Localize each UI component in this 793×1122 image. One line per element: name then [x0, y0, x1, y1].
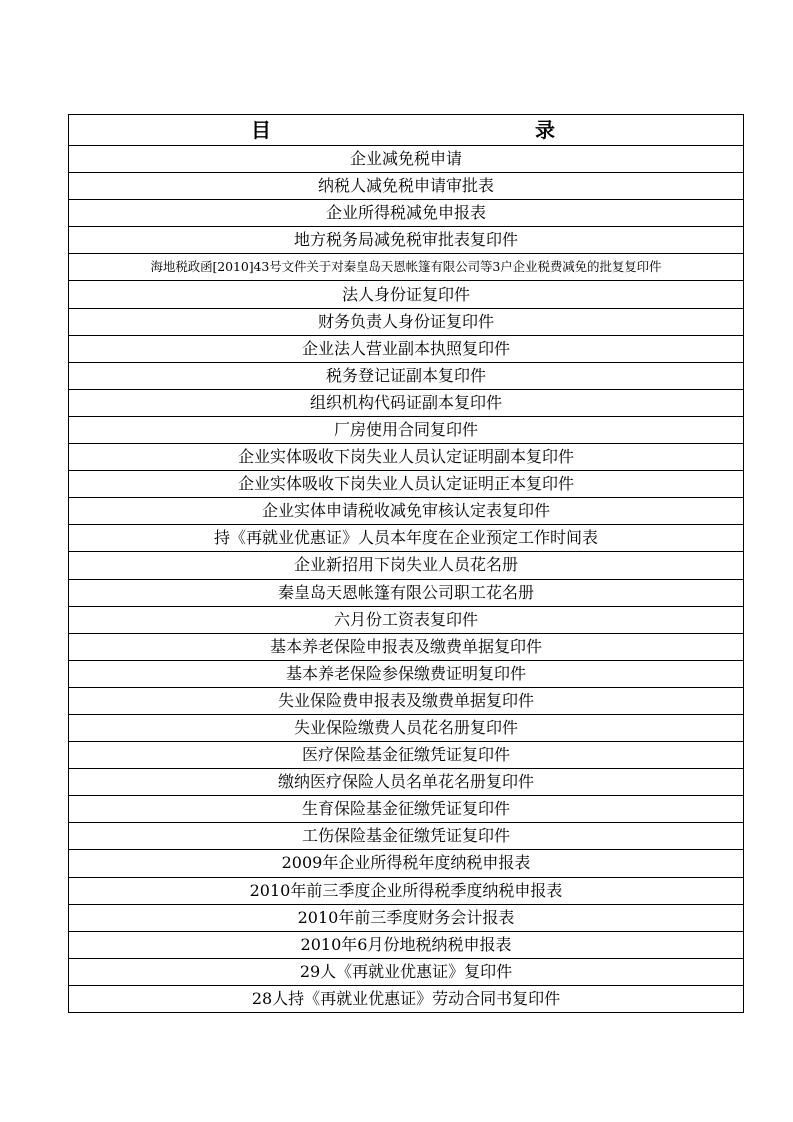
table-row	[69, 877, 744, 904]
toc-title-right: 录	[535, 118, 555, 142]
table-row	[69, 714, 744, 741]
table-row	[69, 444, 744, 471]
toc-item: 基本养老保险参保缴费证明复印件	[69, 660, 744, 687]
table-row	[69, 633, 744, 660]
toc-item: 2009年企业所得税年度纳税申报表	[69, 850, 744, 877]
toc-header-cell	[69, 115, 744, 146]
toc-item: 秦皇岛天恩帐篷有限公司职工花名册	[69, 579, 744, 606]
toc-item: 2010年前三季度企业所得税季度纳税申报表	[69, 877, 744, 904]
toc-item: 地方税务局减免税审批表复印件	[69, 227, 744, 254]
toc-item: 纳税人减免税申请审批表	[69, 173, 744, 200]
table-row	[69, 823, 744, 850]
table-row	[69, 850, 744, 877]
table-row	[69, 769, 744, 796]
table-row	[69, 471, 744, 498]
table-row	[69, 958, 744, 985]
table-row	[69, 416, 744, 443]
toc-item: 失业保险费申报表及缴费单据复印件	[69, 687, 744, 714]
toc-item: 失业保险缴费人员花名册复印件	[69, 714, 744, 741]
table-row	[69, 498, 744, 525]
toc-item: 财务负责人身份证复印件	[69, 308, 744, 335]
toc-item: 基本养老保险申报表及缴费单据复印件	[69, 633, 744, 660]
toc-item: 28人持《再就业优惠证》劳动合同书复印件	[69, 985, 744, 1012]
toc-item: 企业实体吸收下岗失业人员认定证明正本复印件	[69, 471, 744, 498]
toc-body	[69, 115, 744, 1013]
toc-item: 企业所得税减免申报表	[69, 200, 744, 227]
toc-item: 税务登记证副本复印件	[69, 362, 744, 389]
table-row	[69, 931, 744, 958]
table-row	[69, 606, 744, 633]
table-row	[69, 200, 744, 227]
toc-item: 海地税政函[2010]43号文件关于对秦皇岛天恩帐篷有限公司等3户企业税费减免的批复复印件	[69, 254, 744, 281]
toc-item: 企业新招用下岗失业人员花名册	[69, 552, 744, 579]
toc-item: 厂房使用合同复印件	[69, 416, 744, 443]
table-row	[69, 227, 744, 254]
toc-item: 医疗保险基金征缴凭证复印件	[69, 742, 744, 769]
table-row	[69, 146, 744, 173]
toc-item: 工伤保险基金征缴凭证复印件	[69, 823, 744, 850]
table-row	[69, 335, 744, 362]
table-row	[69, 660, 744, 687]
toc-item: 29人《再就业优惠证》复印件	[69, 958, 744, 985]
toc-item: 持《再就业优惠证》人员本年度在企业预定工作时间表	[69, 525, 744, 552]
toc-item: 企业实体申请税收减免审核认定表复印件	[69, 498, 744, 525]
toc-header-row	[69, 115, 744, 146]
table-row	[69, 389, 744, 416]
toc-item: 2010年前三季度财务会计报表	[69, 904, 744, 931]
table-row	[69, 985, 744, 1012]
table-of-contents	[68, 114, 744, 1013]
toc-item: 法人身份证复印件	[69, 281, 744, 308]
table-row	[69, 173, 744, 200]
table-row	[69, 552, 744, 579]
toc-item: 组织机构代码证副本复印件	[69, 389, 744, 416]
table-row	[69, 281, 744, 308]
toc-item: 企业减免税申请	[69, 146, 744, 173]
table-row	[69, 362, 744, 389]
table-row	[69, 525, 744, 552]
table-row	[69, 904, 744, 931]
toc-item: 六月份工资表复印件	[69, 606, 744, 633]
toc-item: 2010年6月份地税纳税申报表	[69, 931, 744, 958]
toc-item: 缴纳医疗保险人员名单花名册复印件	[69, 769, 744, 796]
toc-item: 企业实体吸收下岗失业人员认定证明副本复印件	[69, 444, 744, 471]
toc-item: 生育保险基金征缴凭证复印件	[69, 796, 744, 823]
table-row	[69, 579, 744, 606]
table-row	[69, 687, 744, 714]
table-row	[69, 308, 744, 335]
toc-item: 企业法人营业副本执照复印件	[69, 335, 744, 362]
table-row	[69, 796, 744, 823]
table-row	[69, 742, 744, 769]
toc-title-left: 目	[251, 118, 271, 142]
table-row	[69, 254, 744, 281]
